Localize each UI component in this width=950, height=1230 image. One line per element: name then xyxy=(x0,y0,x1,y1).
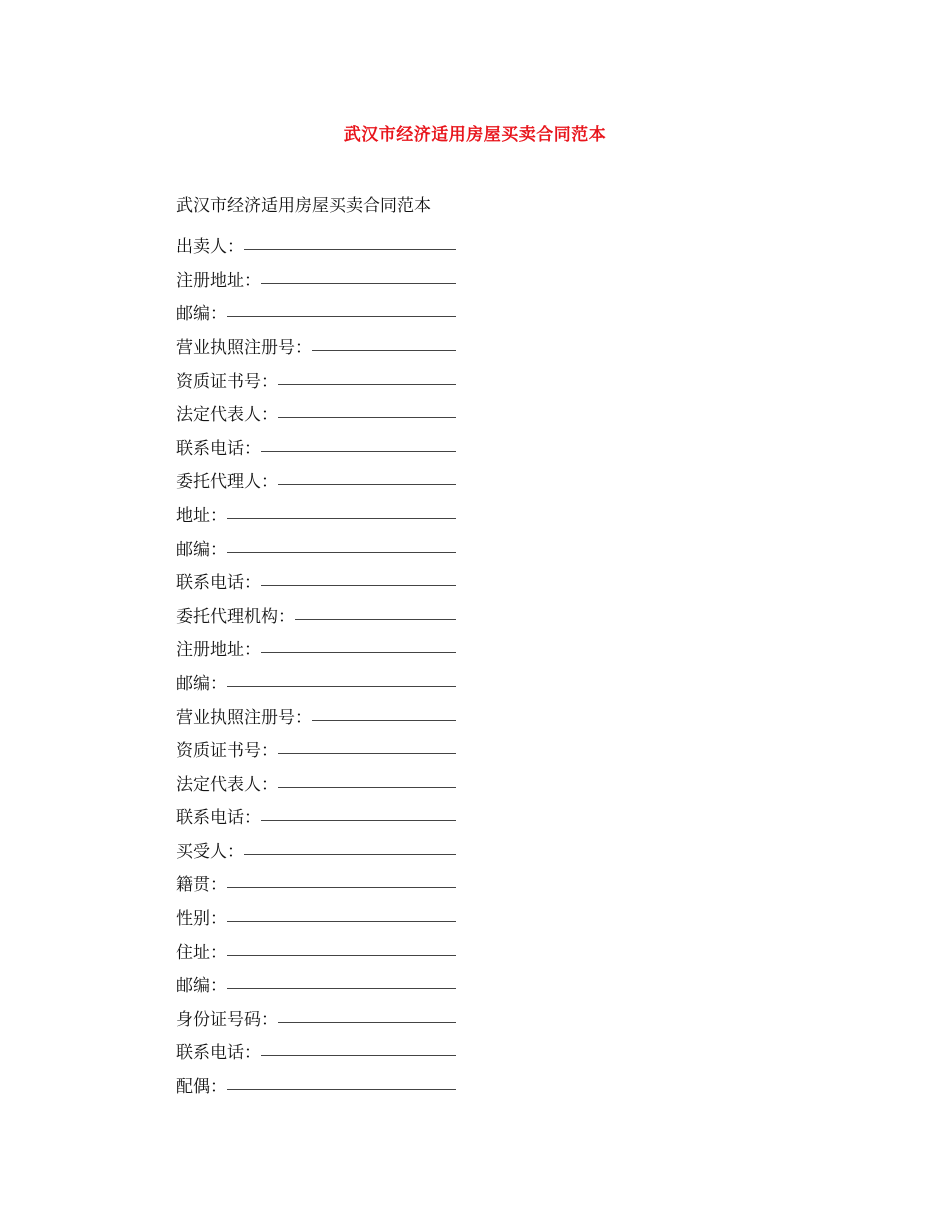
form-field-row xyxy=(176,865,456,899)
field-label: 委托代理机构： xyxy=(176,606,295,627)
fill-in-blank-line[interactable] xyxy=(278,484,456,485)
fill-in-blank-line[interactable] xyxy=(227,921,456,922)
form-field-row xyxy=(176,630,456,664)
field-label: 资质证书号： xyxy=(176,741,278,762)
field-label: 出卖人： xyxy=(176,237,244,258)
fill-in-blank-line[interactable] xyxy=(261,652,456,653)
form-field-row xyxy=(176,563,456,597)
fill-in-blank-line[interactable] xyxy=(261,1055,456,1056)
field-label: 联系电话： xyxy=(176,573,261,594)
form-field-row xyxy=(176,529,456,563)
field-label: 联系电话： xyxy=(176,438,261,459)
fill-in-blank-line[interactable] xyxy=(227,316,456,317)
form-field-row xyxy=(176,495,456,529)
field-label: 配偶： xyxy=(176,1077,227,1098)
field-label: 邮编： xyxy=(176,304,227,325)
fill-in-blank-line[interactable] xyxy=(278,384,456,385)
field-label: 资质证书号： xyxy=(176,371,278,392)
fill-in-blank-line[interactable] xyxy=(244,249,456,250)
fill-in-blank-line[interactable] xyxy=(227,686,456,687)
field-label: 联系电话： xyxy=(176,808,261,829)
fill-in-blank-line[interactable] xyxy=(261,451,456,452)
fill-in-blank-line[interactable] xyxy=(227,955,456,956)
form-field-row xyxy=(176,395,456,429)
form-field-row xyxy=(176,663,456,697)
form-field-row xyxy=(176,764,456,798)
field-label: 籍贯： xyxy=(176,875,227,896)
field-label: 注册地址： xyxy=(176,270,261,291)
field-label: 邮编： xyxy=(176,539,227,560)
form-field-row xyxy=(176,932,456,966)
fill-in-blank-line[interactable] xyxy=(227,887,456,888)
fill-in-blank-line[interactable] xyxy=(295,619,456,620)
form-field-row xyxy=(176,361,456,395)
form-field-row xyxy=(176,731,456,765)
fill-in-blank-line[interactable] xyxy=(227,552,456,553)
fill-in-blank-line[interactable] xyxy=(227,1089,456,1090)
fill-in-blank-line[interactable] xyxy=(261,283,456,284)
field-label: 身份证号码： xyxy=(176,1009,278,1030)
form-field-row xyxy=(176,697,456,731)
field-label: 地址： xyxy=(176,505,227,526)
form-field-row xyxy=(176,966,456,1000)
fill-in-blank-line[interactable] xyxy=(227,988,456,989)
fill-in-blank-line[interactable] xyxy=(261,820,456,821)
fill-in-blank-line[interactable] xyxy=(312,720,456,721)
fill-in-blank-line[interactable] xyxy=(312,350,456,351)
field-label: 法定代表人： xyxy=(176,405,278,426)
field-list xyxy=(176,227,456,1100)
field-label: 注册地址： xyxy=(176,640,261,661)
form-field-row xyxy=(176,831,456,865)
fill-in-blank-line[interactable] xyxy=(278,753,456,754)
fill-in-blank-line[interactable] xyxy=(278,787,456,788)
field-label: 买受人： xyxy=(176,841,244,862)
form-field-row xyxy=(176,1066,456,1100)
field-label: 性别： xyxy=(176,909,227,930)
form-field-row xyxy=(176,428,456,462)
page-title: 武汉市经济适用房屋买卖合同范本 xyxy=(343,125,607,145)
form-field-row xyxy=(176,999,456,1033)
field-label: 委托代理人： xyxy=(176,472,278,493)
form-field-row xyxy=(176,1033,456,1067)
field-label: 住址： xyxy=(176,942,227,963)
document-subtitle: 武汉市经济适用房屋买卖合同范本 xyxy=(176,196,431,216)
form-field-row xyxy=(176,798,456,832)
form-field-row xyxy=(176,898,456,932)
fill-in-blank-line[interactable] xyxy=(278,1022,456,1023)
form-field-row xyxy=(176,294,456,328)
document-body xyxy=(176,193,456,1100)
fill-in-blank-line[interactable] xyxy=(278,417,456,418)
form-field-row xyxy=(176,260,456,294)
form-field-row xyxy=(176,462,456,496)
fill-in-blank-line[interactable] xyxy=(261,585,456,586)
field-label: 营业执照注册号： xyxy=(176,707,312,728)
field-label: 邮编： xyxy=(176,976,227,997)
field-label: 营业执照注册号： xyxy=(176,337,312,358)
fill-in-blank-line[interactable] xyxy=(227,518,456,519)
form-field-row xyxy=(176,596,456,630)
form-field-row xyxy=(176,227,456,261)
field-label: 法定代表人： xyxy=(176,774,278,795)
fill-in-blank-line[interactable] xyxy=(244,854,456,855)
form-field-row xyxy=(176,327,456,361)
field-label: 邮编： xyxy=(176,673,227,694)
field-label: 联系电话： xyxy=(176,1043,261,1064)
